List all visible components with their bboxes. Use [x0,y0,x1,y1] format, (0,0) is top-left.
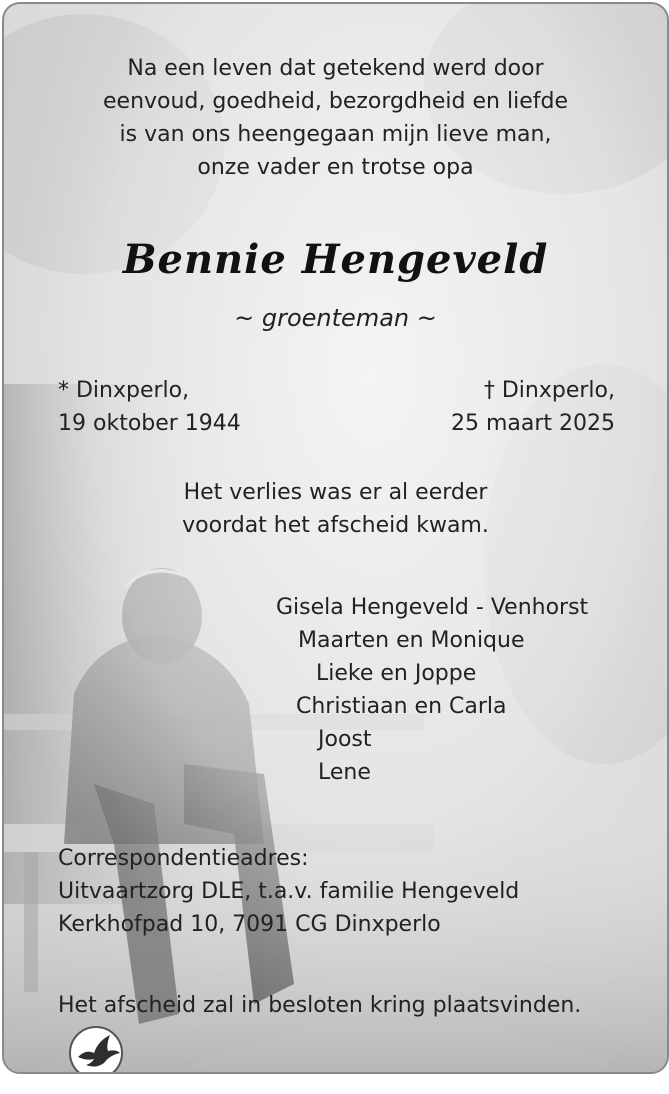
correspondence-line: Kerkhofpad 10, 7091 CG Dinxperlo [58,912,441,937]
family-list [276,591,588,789]
family-member: Lene [318,760,371,785]
death-info [451,374,615,440]
family-member: Lieke en Joppe [316,661,477,686]
quote-line: voordat het afscheid kwam. [182,513,489,538]
correspondence-label: Correspondentieadres: [58,846,309,871]
death-place: † Dinxperlo, [483,378,615,403]
memorial-quote [4,476,667,542]
obituary-card [2,2,669,1074]
family-member: Joost [318,727,372,752]
family-member: Gisela Hengeveld - Venhorst [276,595,589,620]
deceased-nickname: ~ groenteman ~ [234,304,437,332]
family-member: Maarten en Monique [298,628,525,653]
birth-date: 19 oktober 1944 [58,411,241,436]
intro-line: onze vader en trotse opa [197,155,474,180]
intro-text [4,52,667,184]
deceased-name: Bennie Hengeveld [122,236,549,283]
birth-place: * Dinxperlo, [58,378,190,403]
family-member: Christiaan en Carla [296,694,507,719]
intro-line: is van ons heengegaan mijn lieve man, [119,122,552,147]
quote-line: Het verlies was er al eerder [183,480,488,505]
intro-line: Na een leven dat getekend werd door [127,56,544,81]
correspondence-line: Uitvaartzorg DLE, t.a.v. familie Hengeveld [58,879,520,904]
intro-line: eenvoud, goedheid, bezorgdheid en liefde [103,89,568,114]
birth-info [58,374,241,440]
death-date: 25 maart 2025 [450,411,615,436]
farewell-note: Het afscheid zal in besloten kring plaatsvinden. [58,993,582,1018]
correspondence-address [58,842,519,941]
dove-icon [64,1019,128,1074]
